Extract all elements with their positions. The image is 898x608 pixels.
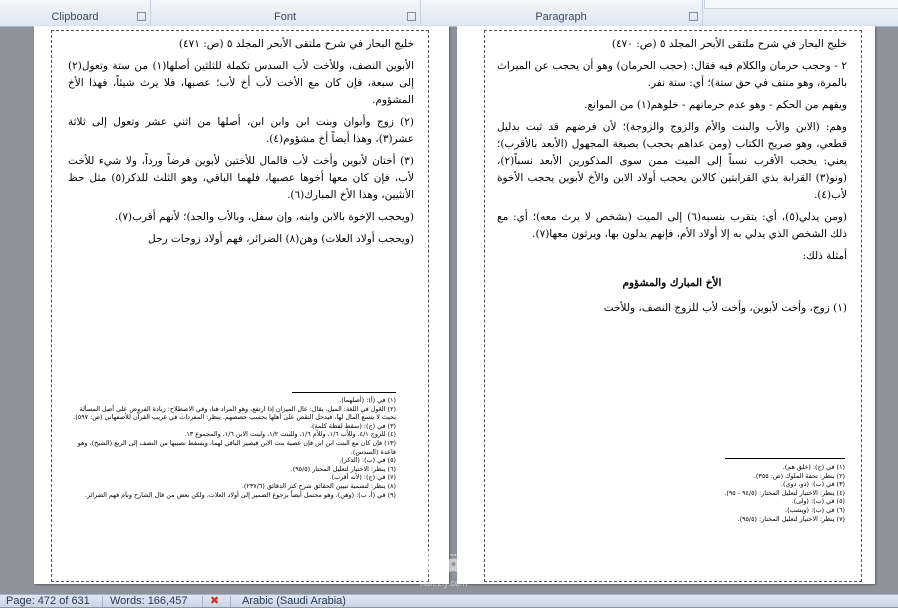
proofing-error-icon[interactable]: ✖ [210, 595, 220, 607]
footnote-separator [292, 392, 396, 393]
footnote: (١) في (أ): (أصلهما). [339, 396, 396, 404]
dialog-launcher-icon[interactable] [689, 12, 698, 21]
page-header: خليج البحار في شرح ملتقى الأبحر المجلد ٥ (ص: ٤٧١) [178, 38, 414, 50]
footnote: (٥) في (ب): (الذكر). [339, 456, 396, 465]
paragraph: (ويحجب أولاد العلات) وهن(٨) الضرائر، فهم أولاد زوجات رجل [148, 233, 414, 245]
page-body[interactable] [68, 36, 414, 253]
footnote: (٧) ينظر: الاختيار لتعليل المختار: (٩٥/٥). [737, 514, 845, 523]
word-count[interactable]: Words: 166,457 [110, 595, 188, 607]
dialog-launcher-icon[interactable] [137, 12, 146, 21]
paragraph: (٢) زوج وأبوان وبنت ابن وابن ابن، أصلها من اثني عشر وتعول إلى ثلاثة عشر(٣)، وهذا أيضاً أخ مشؤوم(٤). [68, 116, 414, 145]
ribbon-group-label: Font [273, 11, 296, 23]
footnote: (١) في (ج): (خلق هم). [782, 463, 845, 471]
page-header: خليج البحار في شرح ملتقى الأبحر المجلد ٥ (ص: ٤٧٠) [611, 38, 847, 50]
ribbon-group-font [150, 0, 421, 26]
status-separator [202, 596, 203, 607]
ribbon-styles-gallery[interactable] [704, 0, 898, 9]
paragraph: (١) زوج، وأخت لأبوين، وأخت لأب للزوج النصف، وللأخت [603, 302, 847, 314]
ribbon [0, 0, 898, 27]
footnote: (٨) ينظر: لتسمية تبيين الحقائق شرح كنز الدقائق (٢٣٧/٦). [241, 481, 396, 490]
footnote: (١٣) فإن كان مع البنت ابن ابن فإن عصبة بنت الابن فيصير الباقي لهما، ويسقط نصيبها من النصف إلى الربع (الشيخ)، وهو قاعدة (السدس). [77, 438, 396, 456]
ribbon-group-label: Paragraph [535, 11, 587, 23]
paragraph: ٢ - وحجب حرمان والكلام فيه فقال: (حجب الحرمان) وهو أن يحجب عن الميراث بالمرة، وهو منتف في حق ستة)؛ أي: ستة نفر. [497, 60, 847, 89]
paragraph: وهم: (الابن والأب والبنت والأم والزوج والزوجة)؛ لأن فرضهم قد ثبت بدليل قطعي، وهو صريح الكتاب (ومن عداهم يحجب) بصيغة المجهول (الأبعد بالأقرب)؛ يعني: يحجب الأقرب نسباً إلى الميت ممن سوى المذكورين الأبعد نسباً(٢)، (ونو(٣) القرابة بذي القرابتين كالابن يحجب أولاد الابن والأخ لأبوين يحجب الأخوة لأب(٤). [497, 121, 847, 201]
footnote: (٣) في (ج): (سقط لفظة كلمة). [309, 421, 396, 430]
footnote: (٣) في (ب): (ذو، ذوي). [780, 480, 845, 489]
paragraph: (ومن يدلي(٥)، أي: يتقرب بنسبه(٦) إلى الميت (بشخص لا يرث معه)؛ أي: مع ذلك الشخص الذي يدلي به إلا أولاد الأم، فإنهم يدلون بها، ويرثون معها(٧). [497, 211, 848, 240]
paragraph: (٣) أختان لأبوين وأخت لأب فالمال للأختين لأبوين فرضاً ورداً، ولا شيء للأخت لأب، فإن كان معها أخوها عصبها، فلهما الباقي، وهو الثلث للذكر(٥) مثل حظ الأنثيين، وهذا الأخ المبارك(٦). [68, 155, 414, 201]
watermark-logo: نقـلي [394, 546, 474, 579]
watermark-url: nafezly.com [420, 578, 468, 588]
footnote: (٤) ينظر: الاختيار لتعليل المختار: (٩٤/٥ - ٩٥). [724, 488, 845, 497]
status-separator [230, 596, 231, 607]
paragraph: (ويحجب الإخوة بالابن وابنه، وإن سفل، وبالأب والجد)؛ لأنهم أقرب(٧). [114, 211, 414, 223]
footnote: (٩) في (أ، ب): (وهن)، وهو محتمل أيضاً برجوع الضمير إلى أولاد العلات، ولكن بعض من قال الشارح وبأم فهم الضرائر. [84, 490, 396, 499]
status-bar [0, 594, 898, 607]
language-indicator[interactable]: Arabic (Saudi Arabia) [242, 595, 346, 607]
document-page-left[interactable] [34, 26, 449, 584]
status-separator [102, 596, 103, 607]
document-page-right[interactable] [457, 26, 875, 584]
paragraph: ويفهم من الحكم - وهو عدم حرمانهم - خلوهم(١) من الموانع. [584, 99, 847, 111]
footnote: (٢) ينظر: تحفة الملوك (ص: ٣٥٥). [753, 471, 845, 480]
footnotes [68, 396, 396, 499]
ribbon-group-clipboard [0, 0, 151, 26]
footnote: (٢) العَول في اللغة: الميل، يقال: عال الميزان إذا ارتفع، وهو المراد هنا، وفي الاصطلاح: زيادة الفروض على أصل المسألة بحيث لا يتسع المال لها، فيدخل النقص على أهلها بحسب حصصهم. ينظر: المفردات في غريب القرآن للأصفهاني (ص: ٥٩٧). [73, 404, 396, 422]
section-heading: الأخ المبارك والمشؤوم [622, 277, 722, 289]
footnotes [667, 463, 845, 523]
paragraph: الأبوين النصف، وللأخت لأب السدس تكملة للثلثين أصلها(١) من ستة وتعول(٢) إلى سبعة، فإن كان مع الأخت لأب أخ لأب؛ عصبها، فلا يرث شيئاً، فهذا الأخ المشؤوم. [68, 60, 414, 106]
ribbon-group-label: Clipboard [51, 11, 99, 23]
page-body[interactable] [497, 36, 847, 322]
page-count[interactable]: Page: 472 of 631 [6, 595, 90, 607]
footnote: (٤) للزوج ٤/١، وللأب ١/٦، وللأم ١/٦، وللبنت ١/٢، ولبنت الابن ١/٦، والمجموع ١٣. [184, 430, 396, 439]
dialog-launcher-icon[interactable] [407, 12, 416, 21]
ribbon-group-paragraph [420, 0, 703, 26]
footnote: (٧) في (ج): (لأنه أقرب). [329, 473, 396, 482]
footnote-separator [725, 458, 845, 459]
footnote: (٦) ينظر: الاختيار لتعليل المختار (٩٥/٥). [290, 464, 396, 473]
footnote: (٦) في (ب): (ويشب). [785, 505, 845, 514]
paragraph: أمثلة ذلك: [802, 250, 847, 262]
footnote: (٥) في (ب): (ولى). [791, 497, 845, 506]
